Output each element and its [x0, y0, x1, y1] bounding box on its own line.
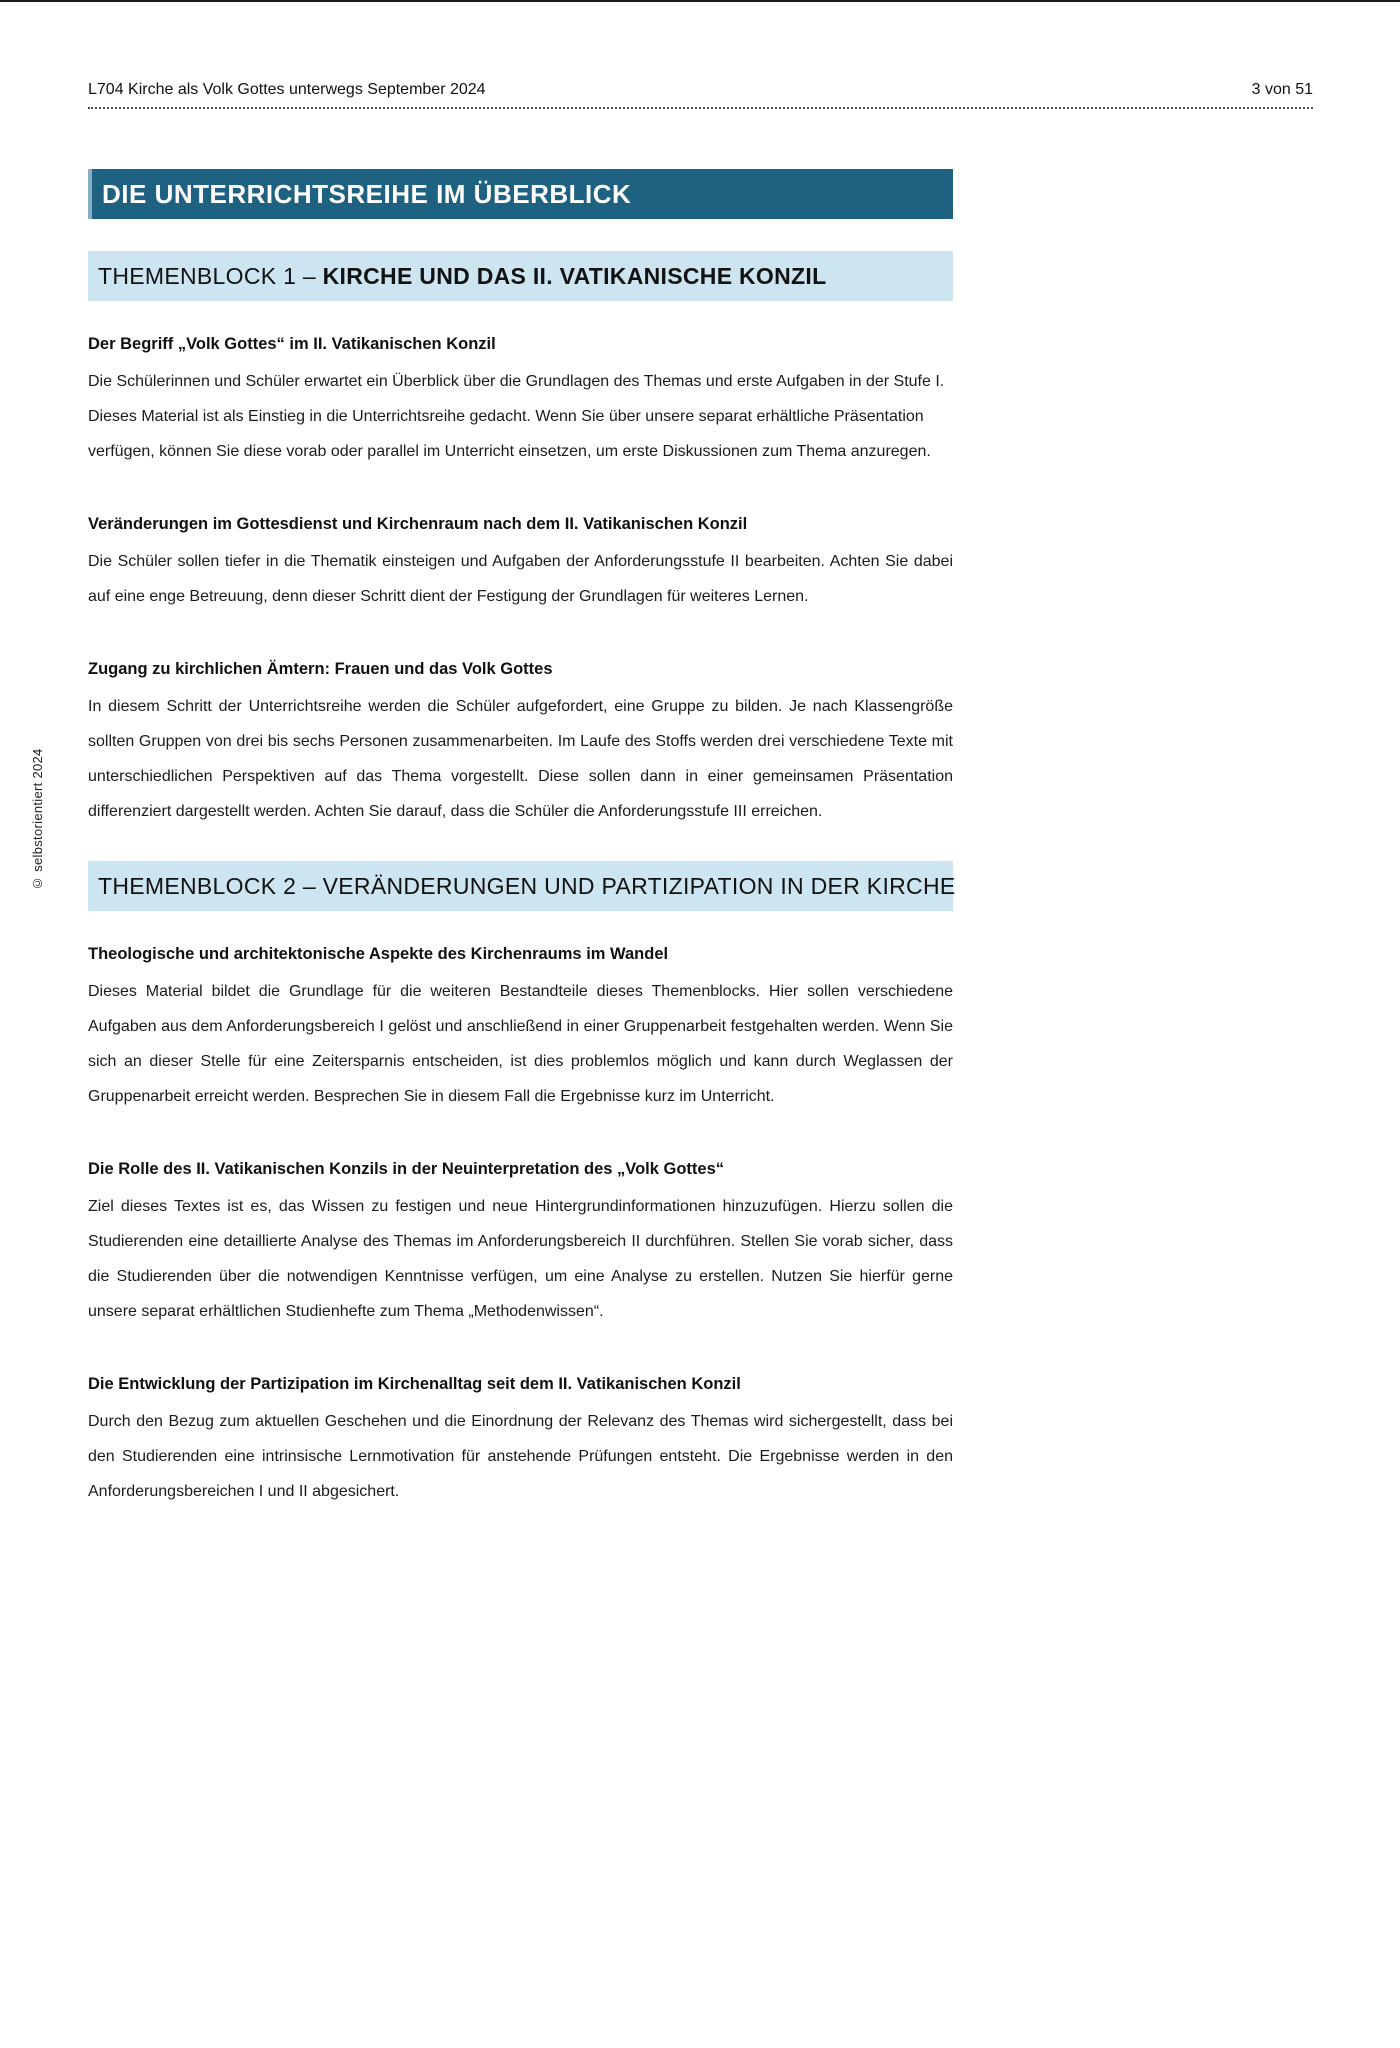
themenblock-2-title: VERÄNDERUNGEN UND PARTIZIPATION IN DER KIRCHE [322, 873, 956, 899]
section-heading-zugang-aemter: Zugang zu kirchlichen Ämtern: Frauen und das Volk Gottes [88, 660, 553, 678]
section-heading-entwicklung-partizipation: Die Entwicklung der Partizipation im Kirchenalltag seit dem II. Vatikanischen Konzil [88, 1375, 741, 1393]
section-body-rolle-konzil: Ziel dieses Textes ist es, das Wissen zu festigen und neue Hintergrundinformationen hinzuzufügen. Hierzu sollen die Studierenden eine detaillierte Analyse des Themas im Anforderungsbereich II durchführen. Stellen Sie vorab sicher, dass die Studierenden über die notwendigen Kenntnisse verfügen, um eine Analyse zu erstellen. Nutzen Sie hierfür gerne unsere separat erhältlichen Studienhefte zum Thema „Methodenwissen“. [88, 1198, 953, 1320]
themenblock-2-prefix: THEMENBLOCK 2 – [98, 873, 323, 899]
section-heading-rolle-konzil: Die Rolle des II. Vatikanischen Konzils in der Neuinterpretation des „Volk Gottes“ [88, 1160, 725, 1178]
section-body-entwicklung-partizipation: Durch den Bezug zum aktuellen Geschehen und die Einordnung der Relevanz des Themas wird sichergestellt, dass bei den Studierenden eine intrinsische Lernmotivation für anstehende Prüfungen entsteht. Die Ergebnisse werden in den Anforderungsbereichen I und II abgesichert. [88, 1413, 953, 1500]
header-page-number: 3 von 51 [1251, 81, 1313, 98]
themenblock-2-banner [88, 861, 956, 911]
section-heading-theologische-aspekte: Theologische und architektonische Aspekte des Kirchenraums im Wandel [88, 945, 669, 963]
section-body-volk-gottes-begriff: Die Schülerinnen und Schüler erwartet ein Überblick über die Grundlagen des Themas und erste Aufgaben in der Stufe I. Dieses Material ist als Einstieg in die Unterrichtsreihe gedacht. Wenn Sie über unsere separat erhältliche Präsentation verfügen, können Sie diese vorab oder parallel im Unterricht einsetzen, um erste Diskussionen zum Thema anzuregen. [88, 373, 945, 460]
page-header [88, 80, 1313, 109]
themenblock-1-prefix: THEMENBLOCK 1 – [98, 263, 323, 289]
section-body-zugang-aemter: In diesem Schritt der Unterrichtsreihe werden die Schüler aufgefordert, eine Gruppe zu bilden. Je nach Klassengröße sollten Gruppen von drei bis sechs Personen zusammenarbeiten. Im Laufe des Stoffs werden drei verschiedene Texte mit unterschiedlichen Perspektiven auf das Thema vorgestellt. Diese sollen dann in einer gemeinsamen Präsentation differenziert dargestellt werden. Achten Sie darauf, dass die Schüler die Anforderungsstufe III erreichen. [88, 698, 953, 820]
series-overview-banner: DIE UNTERRICHTSREIHE IM ÜBERBLICK [88, 169, 953, 219]
section-body-veraenderungen-gottesdienst: Die Schüler sollen tiefer in die Thematik einsteigen und Aufgaben der Anforderungsstufe II bearbeiten. Achten Sie dabei auf eine enge Betreuung, denn dieser Schritt dient der Festigung der Grundlagen für weiteres Lernen. [88, 553, 953, 605]
section-heading-volk-gottes-begriff: Der Begriff „Volk Gottes“ im II. Vatikanischen Konzil [88, 335, 496, 353]
section-body-theologische-aspekte: Dieses Material bildet die Grundlage für die weiteren Bestandteile dieses Themenblocks. Hier sollen verschiedene Aufgaben aus dem Anforderungsbereich I gelöst und anschließend in einer Gruppenarbeit festgehalten werden. Wenn Sie sich an dieser Stelle für eine Zeitersparnis entscheiden, ist dies problemlos möglich und kann durch Weglassen der Gruppenarbeit erreicht werden. Besprechen Sie in diesem Fall die Ergebnisse kurz im Unterricht. [88, 983, 953, 1105]
themenblock-1-title: KIRCHE UND DAS II. VATIKANISCHE KONZIL [322, 263, 827, 289]
section-heading-veraenderungen-gottesdienst: Veränderungen im Gottesdienst und Kirchenraum nach dem II. Vatikanischen Konzil [88, 515, 748, 533]
copyright-vertical-label: © selbstorientiert 2024 [30, 748, 45, 892]
header-document-title: L704 Kirche als Volk Gottes unterwegs September 2024 [88, 81, 486, 98]
themenblock-1-banner [88, 251, 953, 301]
